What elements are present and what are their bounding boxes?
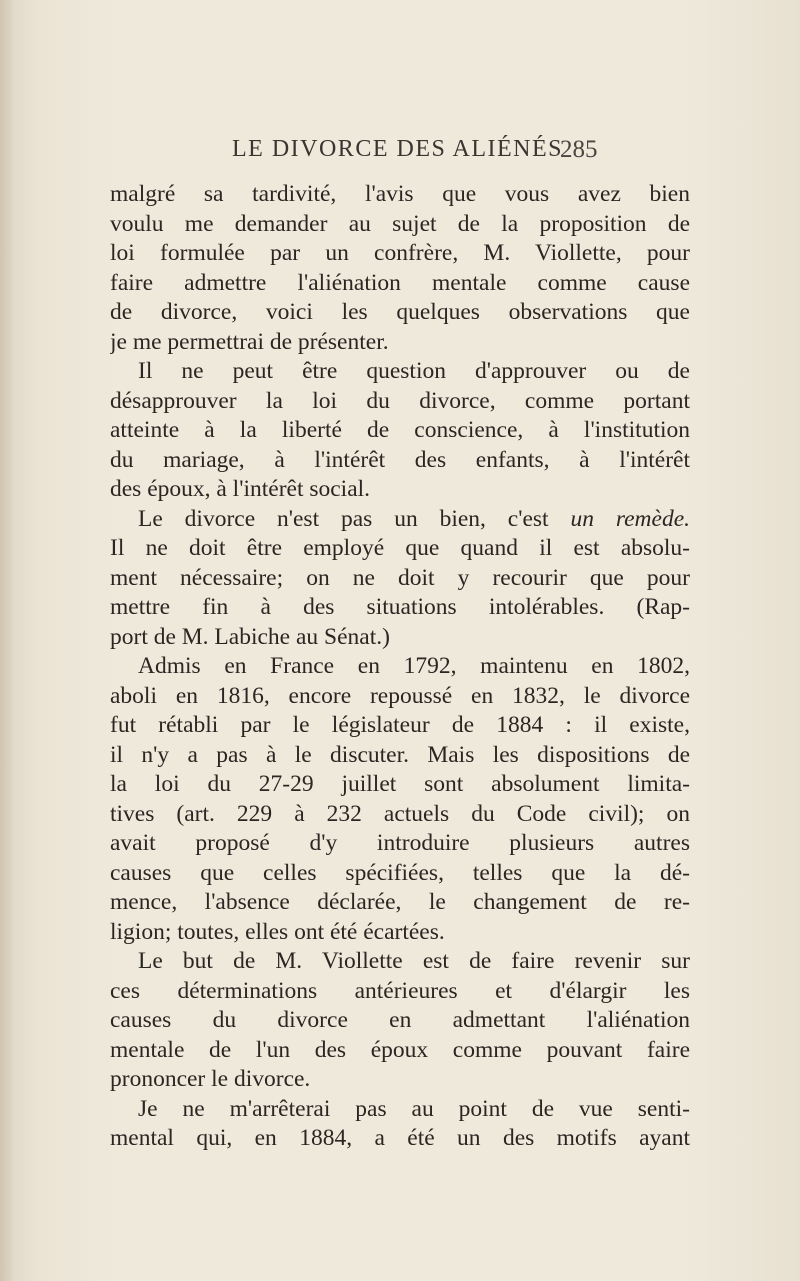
text-line-mixed [110,505,690,535]
page-binding-shadow [0,0,14,1281]
text-line: la loi du 27-29 juillet sont absolument limita- [110,771,690,797]
text-line: ces déterminations antérieures et d'élargir les [110,977,690,1004]
text-line: fut rétabli par le législateur de 1884 : il existe, [110,712,690,738]
italic-phrase: un remède. [570,505,690,532]
body-text [110,180,690,1154]
text-line: Le but de M. Viollette est de faire revenir sur [138,948,690,974]
text-line: aboli en 1816, encore repoussé en 1832, le divorce [110,682,690,709]
text-line: Il ne doit être employé que quand il est absolu- [110,535,690,561]
text-line: tives (art. 229 à 232 actuels du Code civil); on [110,800,690,827]
text-line: mentale de l'un des époux comme pouvant faire [110,1036,690,1063]
text-line: port de M. Labiche au Sénat.) [110,623,390,650]
page-number: 285 [560,136,598,163]
running-title: LE DIVORCE DES ALIÉNÉS [232,136,563,162]
text-line: causes du divorce en admettant l'aliénation [110,1007,690,1033]
page-header [0,136,800,176]
text-line: voulu me demander au sujet de la proposition de [110,210,690,237]
text-line: Je ne m'arrêterai pas au point de vue senti- [138,1095,690,1122]
text-line: désapprouver la loi du divorce, comme portant [110,387,690,414]
text-line: ment nécessaire; on ne doit y recourir que pour [110,564,690,591]
text-line: du mariage, à l'intérêt des enfants, à l'intérêt [110,446,690,473]
text-line: des époux, à l'intérêt social. [110,476,371,502]
text-line: malgré sa tardivité, l'avis que vous avez bien [110,181,690,207]
text-line: loi formulée par un confrère, M. Viollette, pour [110,240,690,266]
text-line: avait proposé d'y introduire plusieurs autres [110,830,690,856]
text-line: faire admettre l'aliénation mentale comme cause [110,269,690,296]
text-line: Admis en France en 1792, maintenu en 1802, [138,653,690,679]
text-line: Il ne peut être question d'approuver ou de [138,358,690,384]
text-line: mence, l'absence déclarée, le changement de re- [110,889,690,915]
text-line: mettre fin à des situations intolérables. (Rap- [110,594,690,620]
text-line: mental qui, en 1884, a été un des motifs ayant [110,1125,690,1151]
text-line: il n'y a pas à le discuter. Mais les dispositions de [110,741,690,768]
text-line: causes que celles spécifiées, telles que la dé- [110,859,690,886]
text-line: prononcer le divorce. [110,1066,311,1092]
text-segment: Le divorce n'est pas un bien, c'est [138,505,549,532]
text-line: je me permettrai de présenter. [110,328,389,355]
text-line: de divorce, voici les quelques observations que [110,299,690,325]
text-line: atteinte à la liberté de conscience, à l'institution [110,417,690,443]
text-line: ligion; toutes, elles ont été écartées. [110,918,445,945]
